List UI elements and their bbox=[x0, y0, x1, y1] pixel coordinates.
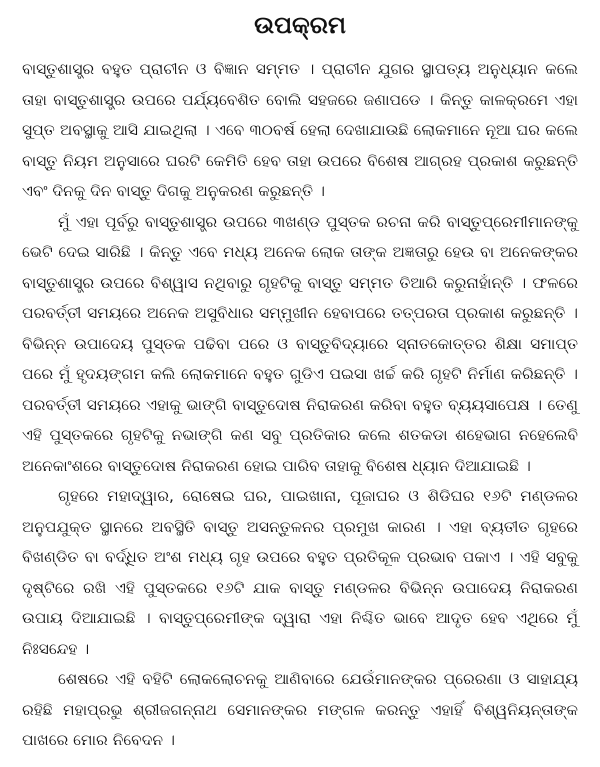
paragraph-intro: ବାସ୍ତୁଶାସ୍ତ୍ର ବହୁତ ପ୍ରାଚୀନ ଓ ବିଜ୍ଞାନ ସମ୍ମତ । ପ୍ରାଚୀନ ଯୁଗର ସ୍ଥାପତ୍ୟ ଅନୁଧ୍ୟାନ କଲେ ତାହା ବାସ୍ତୁଶାସ୍ତ୍ର ଉପରେ ପର୍ଯ୍ୟବେଶିତ ବୋଲି ସହଜରେ ଜଣାପଡେ । କିନ୍ତୁ କାଳକ୍ରମେ ଏହା ସୁପ୍ତ ଅବସ୍ଥାକୁ ଆସି ଯାଇଥିଲା । ଏବେ ୩୦ବର୍ଷ ହେଲା ଦେଖାଯାଉଛି ଲୋକମାନେ ନୂଆ ଘର କଲେ ବାସ୍ତୁ ନିୟମ ଅନୁସାରେ ଘରଟି କେମିତି ହେବ ତାହା ଉପରେ ବିଶେଷ ଆଗ୍ରହ ପ୍ରକାଶ କରୁଛନ୍ତି ଏବଂ ଦିନକୁ ଦିନ ବାସ୍ତୁ ଦିଗକୁ ଅନୁକରଣ କରୁଛନ୍ତି । bbox=[22, 60, 578, 200]
paragraph-author-books: ମୁଁ ଏହା ପୂର୍ବରୁ ବାସ୍ତୁଶାସ୍ତ୍ର ଉପରେ ୩ଖଣ୍ଡ ପୁସ୍ତକ ରଚନା କରି ବାସ୍ତୁପ୍ରେମୀମାନଙ୍କୁ ଭେଟି ଦେଇ ସାରିଛି । କିନ୍ତୁ ଏବେ ମଧ୍ୟ ଅନେକ ଲୋକ ତାଙ୍କ ଅଜ୍ଞତାରୁ ହେଉ ବା ଅନେକଙ୍କର ବାସ୍ତୁଶାସ୍ତ୍ର ଉପରେ ବିଶ୍ୱାସ ନଥିବାରୁ ଗୃହଟିକୁ ବାସ୍ତୁ ସମ୍ମତ ତିଆରି କରୁନାହାଁନ୍ତି । ଫଳରେ ପରବର୍ତ୍ତୀ ସମୟରେ ଅନେକ ଅସୁବିଧାର ସମ୍ମୁଖୀନ ହେବାପରେ ତତ୍ପରତା ପ୍ରକାଶ କରୁଛନ୍ତି । ବିଭିନ୍ନ ଉପାଦେୟ ପୁସ୍ତକ ପଢିବା ପରେ ଓ ବାସ୍ତୁବିଦ୍ୟାରେ ସ୍ନାତକୋତ୍ତର ଶିକ୍ଷା ସମାପ୍ତ ପରେ ମୁଁ ହୃଦୟଙ୍ଗମ କଲି ଲୋକମାନେ ବହୁତ ଗୁଡିଏ ପଇସା ଖର୍ଚ୍ଚ କରି ଗୃହଟି ନିର୍ମାଣ କରିଛନ୍ତି । ପରବର୍ତ୍ତୀ ସମୟରେ ଏହାକୁ ଭାଙ୍ଗି ବାସ୍ତୁଦୋଷ ନିରାକରଣ କରିବା ବହୁତ ବ୍ୟୟସାପେକ୍ଷ । ତେଣୁ ଏହି ପୁସ୍ତକରେ ଗୃହଟିକୁ ନଭାଙ୍ଗି କଣ ସବୁ ପ୍ରତିକାର କଲେ ଶତକଡା ଶହେଭାଗ ନହେଲେବି ଅନେକାଂଶରେ ବାସ୍ତୁଦୋଷ ନିରାକରଣ ହୋଇ ପାରିବ ତାହାକୁ ବିଶେଷ ଧ୍ୟାନ ଦିଆଯାଇଛି । bbox=[22, 212, 578, 475]
page-title: ଉପକ୍ରମ bbox=[254, 11, 346, 39]
paragraph-acknowledgement: ଶେଷରେ ଏହି ବହିଟି ଲୋକଲୋଚନକୁ ଆଣିବାରେ ଯେଉଁମାନଙ୍କର ପ୍ରେରଣା ଓ ସାହାଯ୍ୟ ରହିଛି ମହାପ୍ରଭୁ ଶ୍ରୀଜଗନ୍ନାଥ ସେମାନଙ୍କର ମଙ୍ଗଳ କରନ୍ତୁ ଏହାହିଁ ବିଶ୍ୱନିୟନ୍ତାଙ୍କ ପାଖରେ ମୋର ନିବେଦନ । bbox=[22, 670, 578, 749]
paragraph-vastu-mandala: ଗୃହରେ ମହାଦ୍ୱାର, ରୋଷେଇ ଘର, ପାଇଖାନା, ପୂଜାଘର ଓ ଶିଡିଘର ୧୬ଟି ମଣ୍ଡଳର ଅନୁପଯୁକ୍ତ ସ୍ଥାନରେ ଅବସ୍ଥିତି ବାସ୍ତୁ ଅସନ୍ତୁଳନର ପ୍ରମୁଖ କାରଣ । ଏହା ବ୍ୟତୀତ ଗୃହରେ ବିଖଣ୍ଡିତ ବା ବର୍ଦ୍ଧିତ ଅଂଶ ମଧ୍ୟ ଗୃହ ଉପରେ ବହୁତ ପ୍ରତିକୂଳ ପ୍ରଭାବ ପକାଏ । ଏହି ସବୁକୁ ଦୃଷ୍ଟିରେ ରଖି ଏହି ପୁସ୍ତକରେ ୧୬ଟି ଯାକ ବାସ୍ତୁ ମଣ୍ଡଳର ବିଭିନ୍ନ ଉପାଦେୟ ନିରାକରଣ ଉପାୟ ଦିଆଯାଇଛି । ବାସ୍ତୁପ୍ରେମୀଙ୍କ ଦ୍ୱାରା ଏହା ନିଶ୍ଚିତ ଭାବେ ଆଦୃତ ହେବ ଏଥିରେ ମୁଁ ନିଃସନ୍ଦେହ । bbox=[22, 487, 578, 658]
